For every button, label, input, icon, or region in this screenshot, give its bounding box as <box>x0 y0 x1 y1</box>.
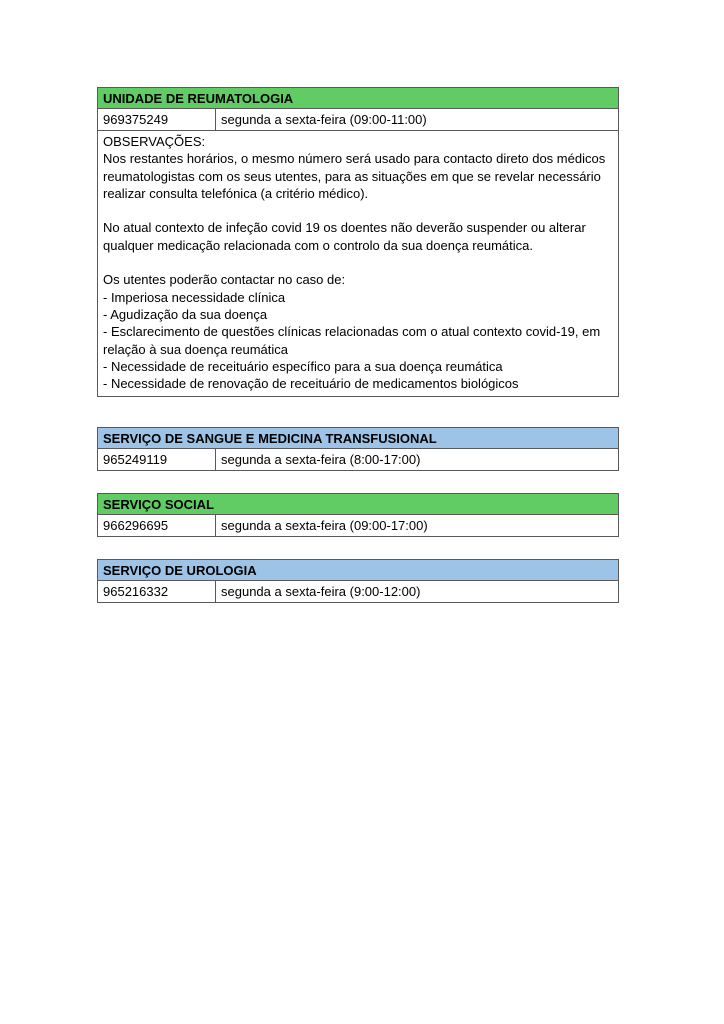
department-header: SERVIÇO DE SANGUE E MEDICINA TRANSFUSIONAL <box>98 428 618 449</box>
department-header: UNIDADE DE REUMATOLOGIA <box>98 88 618 109</box>
observation-line: - Agudização da sua doença <box>103 306 268 322</box>
contact-row <box>98 449 618 470</box>
observation-line: - Esclarecimento de questões clínicas relacionadas com o atual contexto covid-19, em relação à sua doença reumática <box>103 324 601 357</box>
observation-line <box>103 202 613 219</box>
observation-line <box>103 254 613 271</box>
phone-number-cell: 966296695 <box>98 515 216 536</box>
observations-cell <box>98 130 618 396</box>
observation-line: OBSERVAÇÕES: <box>103 134 206 149</box>
observation-line: - Imperiosa necessidade clínica <box>103 289 286 305</box>
schedule-cell: segunda a sexta-feira (09:00-17:00) <box>221 518 428 534</box>
department-header: SERVIÇO DE UROLOGIA <box>98 560 618 581</box>
table-urologia <box>97 559 619 603</box>
department-header: SERVIÇO SOCIAL <box>98 494 618 515</box>
document-content <box>97 87 619 603</box>
schedule-cell: segunda a sexta-feira (09:00-11:00) <box>221 112 427 127</box>
observation-line: Os utentes poderão contactar no caso de: <box>103 272 346 288</box>
table-reumatologia <box>97 87 619 397</box>
table-sangue-medicina-transfusional <box>97 427 619 471</box>
phone-number-cell: 965249119 <box>98 449 216 470</box>
observation-line: - Necessidade de renovação de receituário de medicamentos biológicos <box>103 376 519 392</box>
table-gap <box>97 537 619 559</box>
table-gap <box>97 471 619 493</box>
observation-line: No atual contexto de infeção covid 19 os doentes não deverão suspender ou alterar qualquer medicação relacionada com o controlo da sua doença reumática. <box>103 220 586 253</box>
observation-line: - Necessidade de receituário específico para a sua doença reumática <box>103 358 503 374</box>
phone-number-cell: 969375249 <box>98 109 216 130</box>
contact-row <box>98 515 618 536</box>
schedule-cell: segunda a sexta-feira (9:00-12:00) <box>221 584 421 600</box>
schedule-cell: segunda a sexta-feira (8:00-17:00) <box>221 452 421 468</box>
table-gap <box>97 397 619 427</box>
phone-number-cell: 965216332 <box>98 581 216 602</box>
table-servico-social <box>97 493 619 537</box>
contact-row <box>98 109 618 130</box>
observation-line: Nos restantes horários, o mesmo número será usado para contacto direto dos médicos reumatologistas com os seus utentes, para as situações em que se revelar necessário realizar consulta telefónica (a critério médico). <box>103 151 606 201</box>
contact-row <box>98 581 618 602</box>
